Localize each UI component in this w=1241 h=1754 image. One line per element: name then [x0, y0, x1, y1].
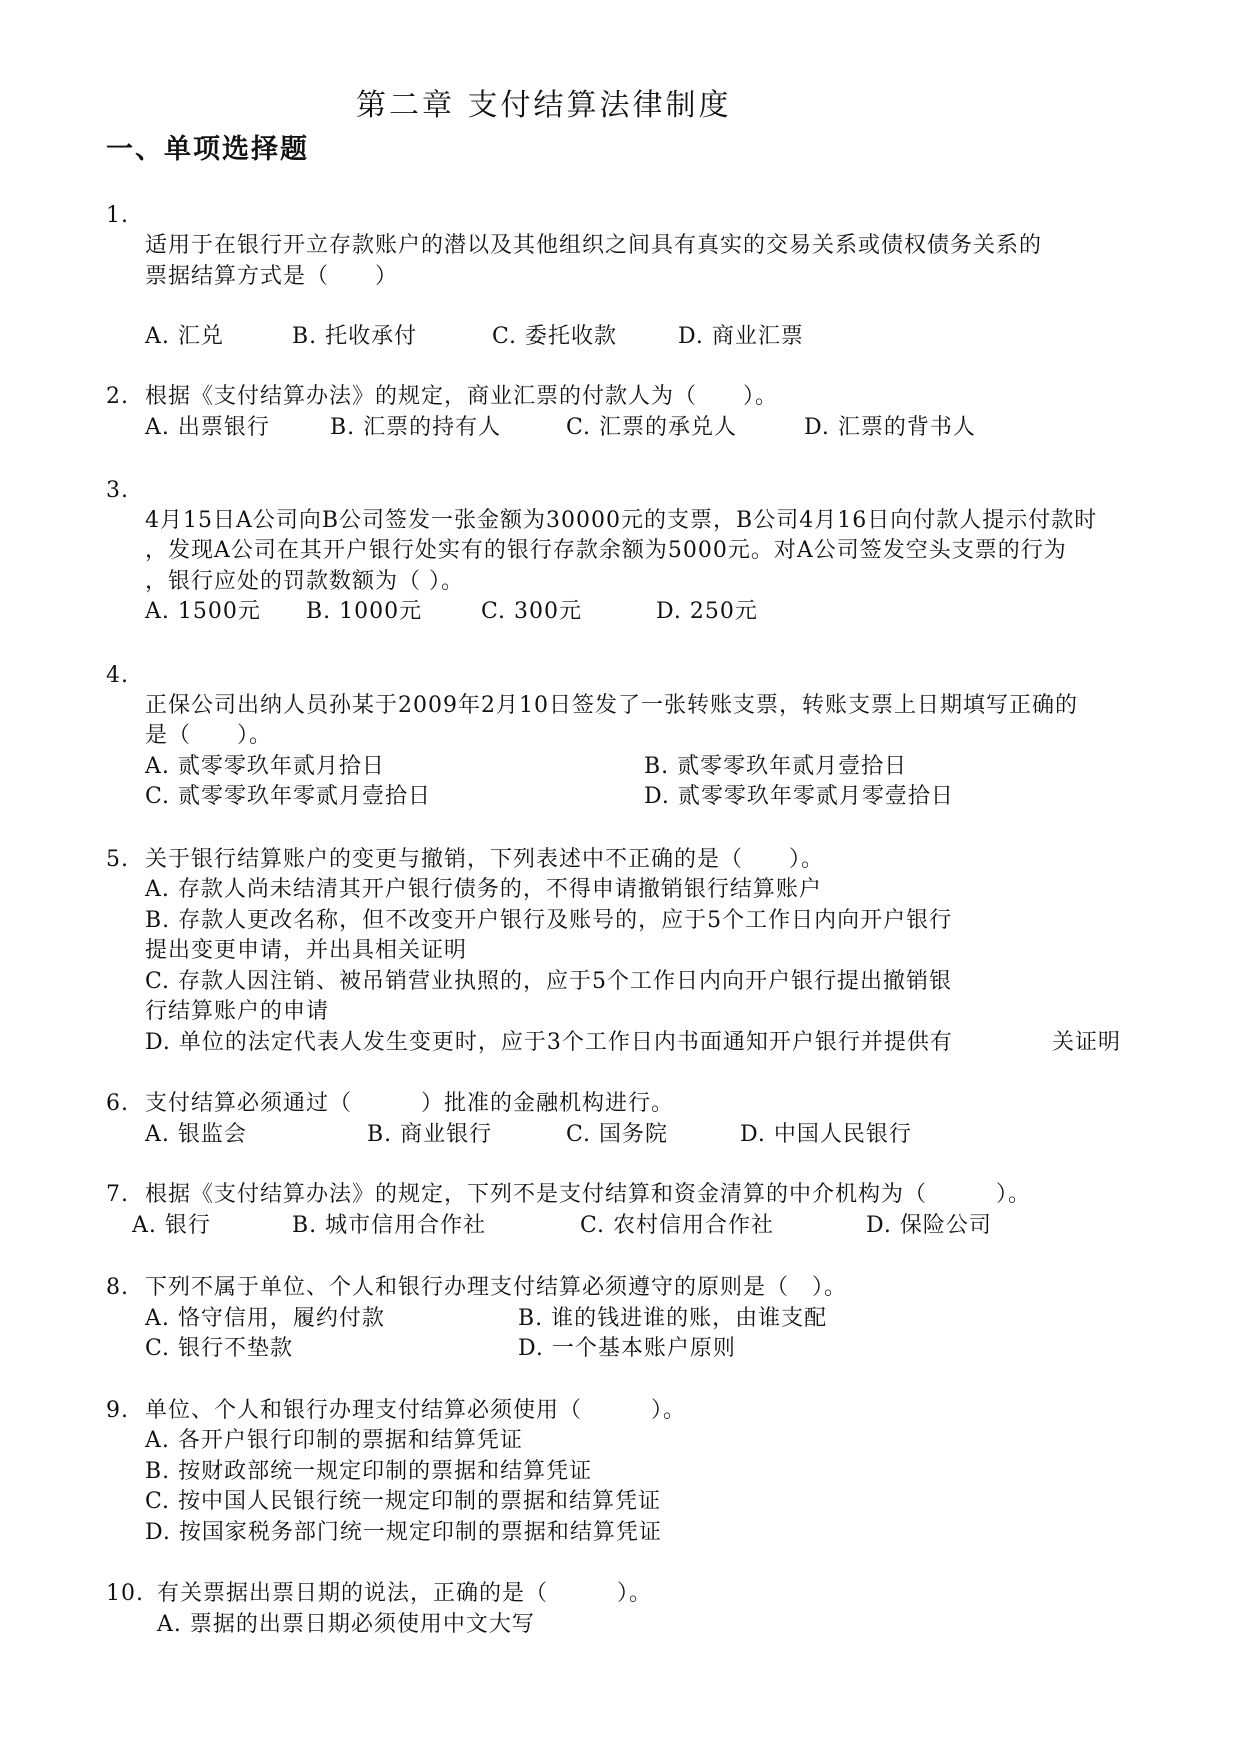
- question-text-line: 根据《支付结算办法》的规定，下列不是支付结算和资金清算的中介机构为（ ）。: [145, 1182, 1032, 1207]
- option-d: D. 一个基本账户原则: [518, 1336, 736, 1361]
- question-text-line: 适用于在银行开立存款账户的潜以及其他组织之间具有真实的交易关系或债权债务关系的: [145, 233, 1043, 258]
- option-b: B. 1000元: [306, 599, 423, 624]
- option-b: B. 城市信用合作社: [292, 1213, 487, 1238]
- option-c: C. 按中国人民银行统一规定印制的票据和结算凭证: [145, 1489, 662, 1514]
- question-number: 7.: [106, 1182, 129, 1207]
- question-text-line: ，发现A公司在其开户银行处实有的银行存款余额为5000元。对A公司签发空头支票的行为: [145, 538, 1067, 563]
- option-a: A. 出票银行: [145, 415, 270, 440]
- option-b: B. 托收承付: [292, 324, 418, 349]
- question-text-line: 4月15日A公司向B公司签发一张金额为30000元的支票，B公司4月16日向付款人提示付款时: [145, 508, 1098, 533]
- section-heading: 一、单项选择题: [106, 134, 309, 165]
- option-d: D. 按国家税务部门统一规定印制的票据和结算凭证: [145, 1520, 662, 1545]
- question-text-line: 根据《支付结算办法》的规定，商业汇票的付款人为（ ）。: [145, 384, 779, 409]
- question-number: 4.: [106, 663, 129, 688]
- option-b-continued: 提出变更申请，并出具相关证明: [145, 938, 468, 963]
- option-c: C. 贰零零玖年零贰月壹拾日: [145, 784, 432, 809]
- question-text-line: 票据结算方式是（ ）: [145, 264, 399, 289]
- option-c: C. 300元: [481, 599, 583, 624]
- question-number: 10.: [106, 1581, 144, 1606]
- option-b: B. 商业银行: [367, 1122, 493, 1147]
- question-number: 5.: [106, 847, 129, 872]
- option-b: B. 贰零零玖年贰月壹拾日: [644, 754, 908, 779]
- option-a: A. 汇兑: [145, 324, 224, 349]
- option-d-continued: 关证明: [1052, 1030, 1122, 1055]
- question-text-line: 有关票据出票日期的说法，正确的是（ ）。: [157, 1581, 653, 1606]
- question-text-line: 支付结算必须通过（ ）批准的金融机构进行。: [145, 1091, 675, 1116]
- option-a: A. 贰零零玖年贰月拾日: [145, 754, 385, 779]
- question-number: 3.: [106, 478, 129, 503]
- option-b: B. 汇票的持有人: [330, 415, 502, 440]
- option-c: C. 银行不垫款: [145, 1336, 294, 1361]
- question-number: 1.: [106, 203, 129, 228]
- option-a: A. 票据的出票日期必须使用中文大写: [157, 1612, 535, 1637]
- option-b: B. 存款人更改名称，但不改变开户银行及账号的，应于5个工作日内向开户银行: [145, 908, 953, 933]
- option-a: A. 存款人尚未结清其开户银行债务的，不得申请撤销银行结算账户: [145, 877, 822, 902]
- question-number: 8.: [106, 1275, 129, 1300]
- option-d: D. 汇票的背书人: [804, 415, 976, 440]
- question-text-line: 下列不属于单位、个人和银行办理支付结算必须遵守的原则是（ ）。: [145, 1275, 848, 1300]
- question-number: 6.: [106, 1091, 129, 1116]
- option-b: B. 谁的钱进谁的账，由谁支配: [518, 1306, 828, 1331]
- option-c: C. 农村信用合作社: [580, 1213, 775, 1238]
- option-a: A. 1500元: [145, 599, 261, 624]
- question-text-line: ，银行应处的罚款数额为（ ）。: [145, 569, 464, 594]
- option-d: D. 商业汇票: [678, 324, 804, 349]
- question-number: 9.: [106, 1398, 129, 1423]
- question-number: 2.: [106, 384, 129, 409]
- question-text-line: 正保公司出纳人员孙某于2009年2月10日签发了一张转账支票，转账支票上日期填写正确的: [145, 693, 1078, 718]
- option-c-continued: 行结算账户的申请: [145, 999, 330, 1024]
- option-d: D. 保险公司: [866, 1213, 992, 1238]
- page-title: 第二章 支付结算法律制度: [356, 88, 732, 123]
- option-d: D. 贰零零玖年零贰月零壹拾日: [644, 784, 954, 809]
- option-c: C. 国务院: [566, 1122, 669, 1147]
- question-text-line: 是（ ）。: [145, 723, 273, 748]
- option-c: C. 委托收款: [492, 324, 618, 349]
- option-a: A. 银行: [132, 1213, 211, 1238]
- option-d: D. 单位的法定代表人发生变更时，应于3个工作日内书面通知开户银行并提供有: [145, 1030, 953, 1055]
- question-text-line: 关于银行结算账户的变更与撤销，下列表述中不正确的是（ ）。: [145, 847, 825, 872]
- option-d: D. 中国人民银行: [740, 1122, 912, 1147]
- option-a: A. 银监会: [145, 1122, 247, 1147]
- option-a: A. 各开户银行印制的票据和结算凭证: [145, 1428, 523, 1453]
- question-text-line: 单位、个人和银行办理支付结算必须使用（ ）。: [145, 1398, 687, 1423]
- option-c: C. 存款人因注销、被吊销营业执照的，应于5个工作日内向开户银行提出撤销银: [145, 969, 953, 994]
- option-b: B. 按财政部统一规定印制的票据和结算凭证: [145, 1459, 593, 1484]
- option-a: A. 恪守信用，履约付款: [145, 1306, 385, 1331]
- option-c: C. 汇票的承兑人: [566, 415, 738, 440]
- option-d: D. 250元: [656, 599, 758, 624]
